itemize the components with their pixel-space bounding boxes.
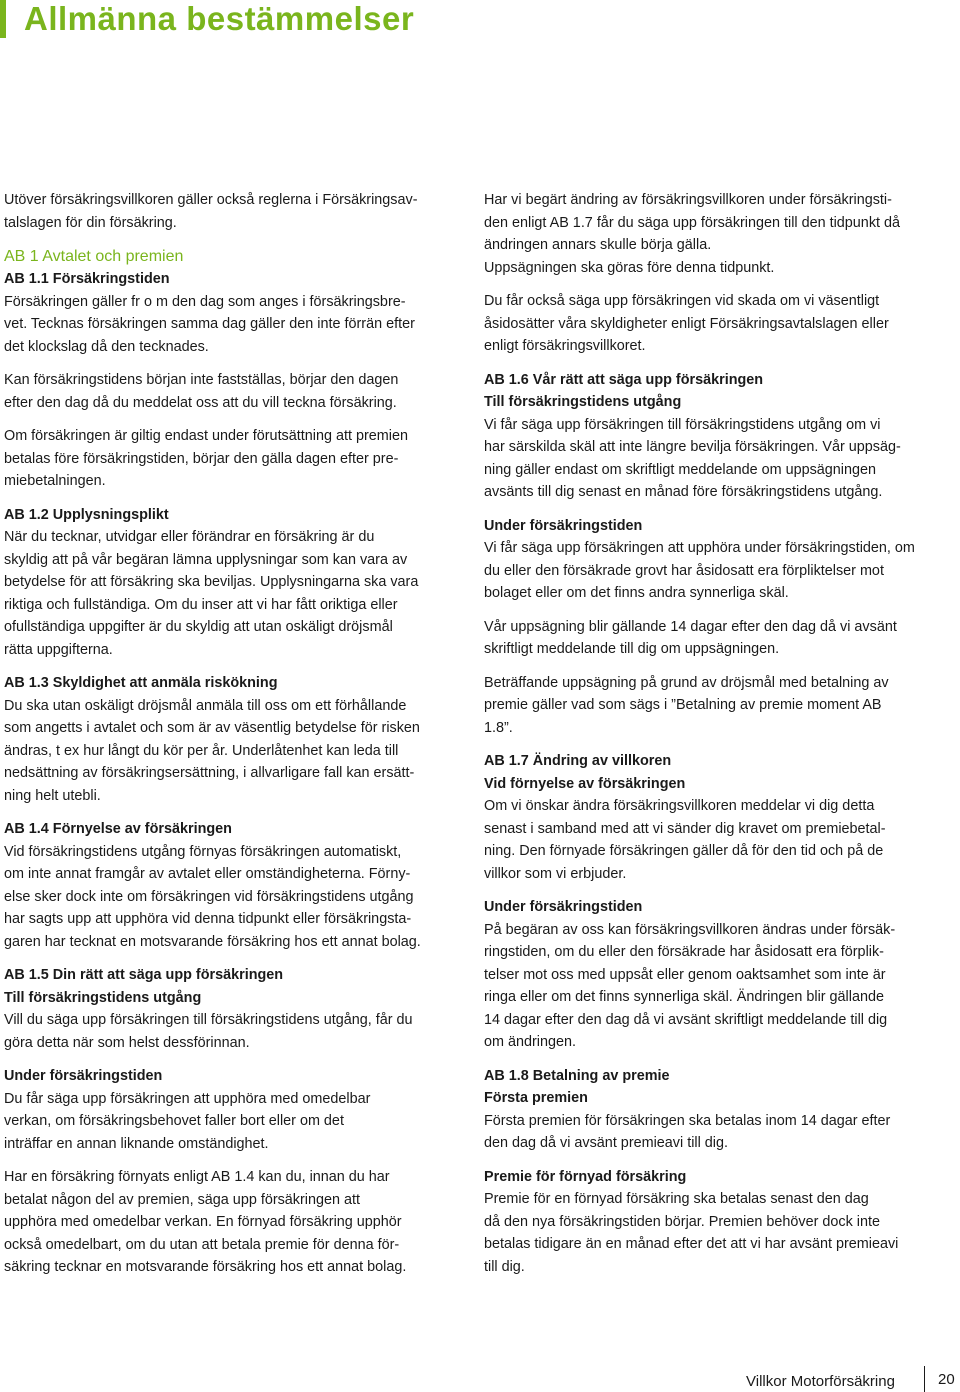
body-text-line: Vår uppsägning blir gällande 14 dagar efter den dag då vi avsänt [484, 618, 897, 635]
body-text-line: Har vi begärt ändring av försäkringsvillkoren under försäkringsti- [484, 192, 892, 208]
body-text-line: skyldig att på vår begäran lämna upplysningar som kan vara av [4, 551, 408, 568]
body-text-line: ringa eller om det finns synnerliga skäl. Ändringen blir gällande [484, 989, 884, 1005]
paragraph-gap [4, 953, 459, 964]
body-text-line: 1.8”. [484, 719, 513, 736]
body-text-line: du eller den försäkrade grovt har åsidosatt era förpliktelser mot [484, 562, 884, 579]
body-text-line: ändras, t ex hur långt du kör per år. Underlåtenhet kan leda till [4, 742, 399, 759]
footer-document-name: Villkor Motorförsäkring [746, 1373, 895, 1390]
body-text-line: den dag då vi avsänt premieavi till dig. [484, 1135, 728, 1151]
paragraph-gap [4, 661, 459, 672]
body-text-line: riktiga och fullständiga. Om du inser att vi har fått oriktiga eller [4, 596, 398, 613]
body-text-line: villkor som vi erbjuder. [484, 865, 627, 882]
body-text-line: Vid försäkringstidens utgång förnyas försäkringen automatiskt, [4, 843, 402, 860]
text-block [484, 616, 946, 661]
body-text-line: åsidosätter våra skyldigheter enligt Försäkringsavtalslagen eller [484, 315, 889, 332]
body-text-line: det klockslag då den tecknades. [4, 338, 209, 355]
subsection-subheading: Första premien [484, 1090, 588, 1106]
body-text-line: Har en försäkring förnyats enligt AB 1.4 kan du, innan du har [4, 1169, 390, 1185]
paragraph-gap [484, 885, 946, 896]
body-text-line: till dig. [484, 1258, 525, 1275]
text-block [484, 290, 946, 358]
text-block [484, 1166, 946, 1279]
body-text-line: ofullständiga uppgifter är du skyldig att utan oskäligt dröjsmål [4, 619, 393, 635]
subsection-heading: AB 1.3 Skyldighet att anmäla riskökning [4, 675, 278, 691]
body-text-line: telser mot oss med uppsåt eller genom oaktsamhet som inte är [484, 966, 886, 983]
body-text-line: också omedelbart, om du utan att betala premie för denna för- [4, 1236, 400, 1253]
text-block [4, 818, 459, 953]
body-text-line: Uppsägningen ska göras före denna tidpunkt. [484, 259, 775, 276]
paragraph-gap [484, 279, 946, 290]
body-text-line: Du får säga upp försäkringen att upphöra med omedelbar [4, 1090, 371, 1107]
body-text-line: Om försäkringen är giltig endast under förutsättning att premien [4, 428, 408, 444]
body-text-line: Om vi önskar ändra försäkringsvillkoren meddelar vi dig detta [484, 798, 875, 814]
body-text-line: Vi får säga upp försäkringen att upphöra under försäkringstiden, om [484, 540, 915, 556]
body-text-line: göra detta när som helst dessförinnan. [4, 1034, 250, 1051]
body-text-line: bolaget eller om det finns andra synnerliga skäl. [484, 585, 789, 601]
title-accent-bar [0, 0, 6, 38]
paragraph-gap [484, 739, 946, 750]
body-text-line: Du får också säga upp försäkringen vid skada om vi väsentligt [484, 293, 880, 309]
text-block [484, 672, 946, 740]
text-block [4, 504, 459, 662]
subsection-heading: AB 1.2 Upplysningsplikt [4, 506, 169, 523]
subsection-heading: AB 1.1 Försäkringstiden [4, 271, 170, 287]
body-text-line: upphöra med omedelbar verkan. En förnyad försäkring upphör [4, 1214, 402, 1230]
paragraph-gap [4, 1155, 459, 1166]
text-block [484, 750, 946, 885]
body-text-line: talslagen för din försäkring. [4, 214, 177, 231]
paragraph-gap [4, 358, 459, 369]
body-text-line: 14 dagar efter den dag då vi avsänt skriftligt meddelande till dig [484, 1011, 888, 1028]
body-text-line: ringstiden, om du eller den försäkrade har åsidosatt era förplik- [484, 944, 884, 960]
subsection-heading: Under försäkringstiden [484, 517, 643, 534]
body-text-line: Utöver försäkringsvillkoren gäller också reglerna i Försäkringsav- [4, 192, 418, 208]
body-text-line: vet. Tecknas försäkringen samma dag gäller den inte förrän efter [4, 316, 415, 332]
subsection-heading: Under försäkringstiden [4, 1068, 163, 1084]
body-text-line: Försäkringen gäller fr o m den dag som anges i försäkringsbre- [4, 293, 406, 310]
body-text-line: betalas tidigare än en månad efter det att vi har avsänt premieavi [484, 1236, 899, 1252]
text-block [4, 425, 459, 493]
subsection-heading: AB 1.4 Förnyelse av försäkringen [4, 821, 232, 837]
body-text-line: ändringen annars skulle börja gälla. [484, 237, 712, 253]
subsection-heading: AB 1.5 Din rätt att säga upp försäkringen [4, 967, 284, 983]
body-text-line: har sagts upp att upphöra vid denna tidpunkt eller försäkringsta- [4, 911, 412, 927]
body-text-line: har särskilda skäl att inte längre bevilja försäkringen. Vår uppsäg- [484, 439, 901, 455]
subsection-heading: AB 1.8 Betalning av premie [484, 1067, 670, 1084]
footer-divider [924, 1366, 925, 1392]
paragraph-gap [484, 1054, 946, 1065]
body-text-line: inträffar en annan liknande omständighet. [4, 1135, 269, 1152]
subsection-heading: Under försäkringstiden [484, 899, 643, 915]
body-text-line: När du tecknar, utvidgar eller förändrar en försäkring är du [4, 529, 375, 545]
body-text-line: Du ska utan oskäligt dröjsmål anmäla till oss om ett förhållande [4, 697, 407, 714]
body-text-line: Vill du säga upp försäkringen till försäkringstidens utgång, får du [4, 1012, 413, 1028]
body-text-line: Beträffande uppsägning på grund av dröjsmål med betalning av [484, 674, 889, 691]
body-text-line: På begäran av oss kan försäkringsvillkoren ändras under försäk- [484, 921, 896, 938]
subsection-heading: AB 1.7 Ändring av villkoren [484, 753, 672, 769]
text-block [4, 369, 459, 414]
body-text-line: den enligt AB 1.7 får du säga upp försäkringen till den tidpunkt då [484, 214, 901, 231]
paragraph-gap [4, 807, 459, 818]
paragraph-gap [4, 1054, 459, 1065]
paragraph-gap [484, 605, 946, 616]
body-text-line: om inte annat framgår av avtalet eller omständigheterna. Förny- [4, 866, 411, 882]
body-text-line: ning. Den förnyade försäkringen gäller då för den tid och på de [484, 843, 884, 859]
paragraph-gap [4, 234, 459, 245]
body-text-line: om ändringen. [484, 1034, 577, 1050]
subsection-heading: Premie för förnyad försäkring [484, 1168, 687, 1185]
subsection-subheading: Till försäkringstidens utgång [484, 394, 682, 410]
text-block [484, 1065, 946, 1155]
body-text-line: enligt försäkringsvillkoret. [484, 338, 646, 354]
subsection-subheading: Vid förnyelse av försäkringen [484, 775, 686, 792]
paragraph-gap [484, 358, 946, 369]
text-block [4, 1166, 459, 1279]
body-text-line: miebetalningen. [4, 473, 106, 489]
text-block [484, 189, 946, 279]
body-text-line: nedsättning av försäkringsersättning, i allvarligare fall kan ersätt- [4, 765, 415, 781]
body-text-line: då den nya försäkringstiden börjar. Premien behöver dock inte [484, 1213, 880, 1230]
body-text-line: senast i samband med att vi sänder dig kravet om premiebetal- [484, 820, 886, 837]
paragraph-gap [4, 493, 459, 504]
text-block [4, 672, 459, 807]
paragraph-gap [484, 661, 946, 672]
body-text-line: avsänts till dig senast en månad före försäkringstidens utgång. [484, 484, 883, 500]
paragraph-gap [484, 504, 946, 515]
body-text-line: säkring tecknar en motsvarande försäkring hos ett annat bolag. [4, 1259, 407, 1275]
text-block [484, 896, 946, 1054]
text-block [4, 189, 459, 234]
section-heading: AB 1 Avtalet och premien [4, 248, 184, 265]
subsection-subheading: Till försäkringstidens utgång [4, 989, 202, 1006]
body-text-line: else sker dock inte om försäkringen vid försäkringstidens utgång [4, 888, 414, 905]
body-text-line: betydelse för att försäkring ska beviljas. Upplysningarna ska vara [4, 574, 419, 590]
text-block [4, 1065, 459, 1155]
body-text-line: Vi får säga upp försäkringen till försäkringstidens utgång om vi [484, 416, 881, 433]
subsection-heading: AB 1.6 Vår rätt att säga upp försäkringen [484, 371, 764, 388]
body-text-line: Premie för en förnyad försäkring ska betalas senast den dag [484, 1191, 869, 1207]
text-block [4, 964, 459, 1054]
right-column [484, 189, 946, 1278]
body-text-line: premie gäller vad som sägs i ”Betalning av premie moment AB [484, 697, 882, 713]
page-title: Allmänna bestämmelser [24, 0, 415, 37]
body-text-line: rätta uppgifterna. [4, 641, 113, 658]
body-text-line: efter den dag då du meddelat oss att du vill teckna försäkring. [4, 394, 397, 411]
page-number: 20 [938, 1371, 955, 1388]
body-text-line: betalat någon del av premien, säga upp försäkringen att [4, 1191, 361, 1208]
left-column [4, 189, 459, 1279]
paragraph-gap [4, 414, 459, 425]
body-text-line: skriftligt meddelande till dig om uppsägningen. [484, 641, 780, 657]
text-block [4, 245, 459, 358]
body-text-line: Kan försäkringstidens början inte fastställas, börjar den dagen [4, 372, 399, 388]
text-block [484, 369, 946, 504]
body-text-line: som angetts i avtalet och som är av väsentlig betydelse för risken [4, 720, 420, 736]
body-text-line: Första premien för försäkringen ska betalas inom 14 dagar efter [484, 1112, 891, 1129]
text-block [484, 515, 946, 605]
body-text-line: ning helt utebli. [4, 787, 101, 804]
body-text-line: verkan, om försäkringsbehovet faller bort eller om det [4, 1113, 344, 1129]
body-text-line: garen har tecknat en motsvarande försäkring hos ett annat bolag. [4, 933, 421, 950]
body-text-line: betalas före försäkringstiden, börjar den gälla dagen efter pre- [4, 450, 399, 467]
body-text-line: ning gäller endast om skriftligt meddelande om uppsägningen [484, 461, 876, 478]
paragraph-gap [484, 1155, 946, 1166]
